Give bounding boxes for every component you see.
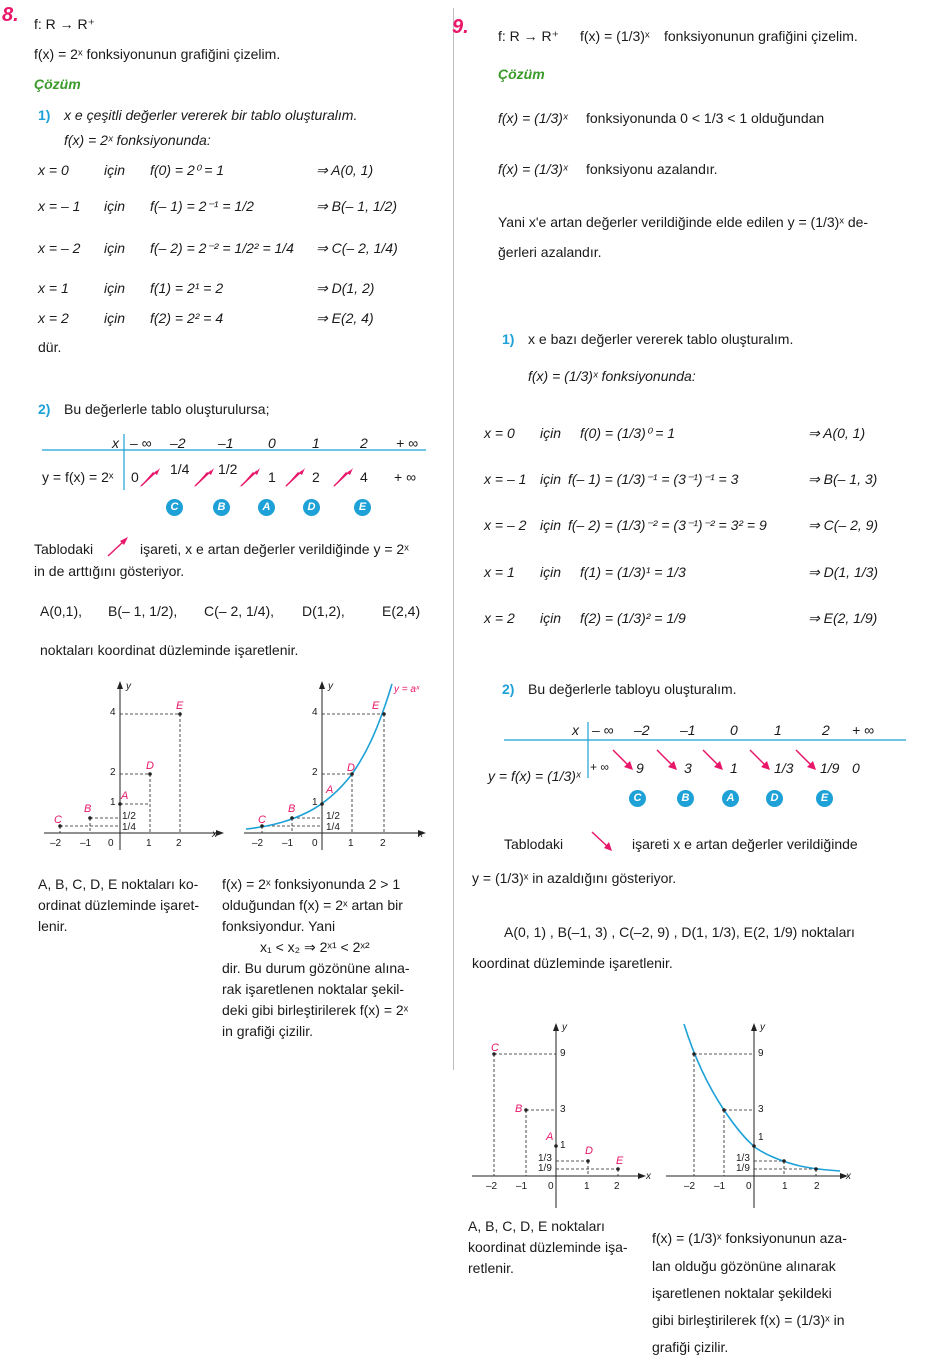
point-badge: A bbox=[258, 499, 275, 516]
step-1-number: 1) bbox=[38, 107, 51, 123]
table-y-value: 9 bbox=[636, 760, 644, 776]
point-label: C bbox=[54, 814, 62, 826]
row-point: ⇒ C(– 2, 1/4) bbox=[316, 240, 398, 256]
function-definition: f: R → R⁺ bbox=[498, 28, 560, 44]
function-definition: f: R → R⁺ bbox=[34, 16, 96, 32]
graph-tick-y: 1/3 bbox=[736, 1153, 750, 1164]
table-x-value: –1 bbox=[680, 722, 696, 738]
table-x-value: 2 bbox=[822, 722, 830, 738]
graph-tick-x: 0 bbox=[312, 838, 318, 849]
row-x: x = – 1 bbox=[38, 198, 81, 214]
point-label: B bbox=[515, 1103, 523, 1115]
graph-tick-y: 3 bbox=[758, 1104, 764, 1115]
graph-x-label: x bbox=[646, 1171, 651, 1182]
caption-line: f(x) = (1/3)ˣ fonksiyonunun aza- bbox=[652, 1230, 847, 1246]
point-badge: E bbox=[816, 790, 833, 807]
problem-intro: fonksiyonunun grafiğini çizelim. bbox=[664, 28, 858, 44]
row-f: f(2) = 2² = 4 bbox=[150, 310, 224, 326]
note-text: in de arttığını gösteriyor. bbox=[34, 563, 185, 579]
graph-tick-y: 1/2 bbox=[122, 811, 136, 822]
graph-tick-x: –1 bbox=[714, 1181, 726, 1192]
step-2-text: Bu değerlerle tabloyu oluşturalım. bbox=[528, 681, 737, 697]
point-label: D bbox=[347, 762, 355, 774]
row-x: x = – 1 bbox=[484, 471, 527, 487]
row-f: f(0) = (1/3)⁰ = 1 bbox=[580, 425, 676, 441]
row-f: f(1) = (1/3)¹ = 1/3 bbox=[580, 564, 686, 580]
table-y-value: 1/3 bbox=[774, 760, 794, 776]
graph-tick-x: –1 bbox=[282, 838, 294, 849]
caption-line: işaretlenen noktalar şekildeki bbox=[652, 1285, 832, 1301]
row-x: x = 1 bbox=[38, 280, 69, 296]
problem-number: 8. bbox=[2, 4, 19, 26]
row-point: ⇒ B(– 1, 1/2) bbox=[316, 198, 397, 214]
graph-tick-x: 1 bbox=[584, 1181, 590, 1192]
point-label: A bbox=[546, 1131, 554, 1143]
table-y-label: y = f(x) = 2ˣ bbox=[42, 469, 114, 485]
step-1-function: f(x) = (1/3)ˣ fonksiyonunda: bbox=[528, 368, 696, 384]
row-f: f(– 1) = (1/3)⁻¹ = (3⁻¹)⁻¹ = 3 bbox=[568, 471, 739, 487]
graph-y-label: y bbox=[562, 1022, 567, 1033]
function-expr: f(x) = (1/3)ˣ bbox=[498, 161, 568, 177]
step-2-number: 2) bbox=[502, 681, 515, 697]
graph-tick-y: 4 bbox=[110, 707, 116, 718]
graph-tick-y: 9 bbox=[560, 1048, 566, 1059]
point-list-item: E(2,4) bbox=[382, 603, 421, 619]
step-1-function: f(x) = 2ˣ fonksiyonunda: bbox=[64, 132, 211, 148]
graph-x-label: x bbox=[418, 829, 423, 840]
graph-tick-y: 2 bbox=[312, 767, 318, 778]
point-label: A bbox=[326, 784, 334, 796]
point-list-item: C(– 2, 1/4), bbox=[204, 603, 275, 619]
row-icin: için bbox=[540, 425, 562, 441]
table-x-value: 0 bbox=[730, 722, 738, 738]
point-label: C bbox=[258, 814, 266, 826]
point-list-item: D(1,2), bbox=[302, 603, 345, 619]
row-point: ⇒ E(2, 4) bbox=[316, 310, 374, 326]
graph-tick-y: 1/9 bbox=[538, 1163, 552, 1174]
point-badge: A bbox=[722, 790, 739, 807]
note-text: Tablodaki bbox=[504, 836, 564, 852]
row-icin: için bbox=[540, 517, 562, 533]
table-y-value: 0 bbox=[131, 469, 139, 485]
table-x-value: 2 bbox=[360, 435, 368, 451]
graph-tick-x: –2 bbox=[684, 1181, 696, 1192]
table-y-value: 0 bbox=[852, 760, 860, 776]
caption-line: fonksiyondur. Yani bbox=[222, 918, 336, 934]
point-label: E bbox=[616, 1155, 624, 1167]
table-y-value: 1/9 bbox=[820, 760, 840, 776]
point-badge: B bbox=[677, 790, 694, 807]
problem-intro: f(x) = 2ˣ fonksiyonunun grafiğini çizelim. bbox=[34, 46, 281, 62]
table-y-label: y = f(x) = (1/3)ˣ bbox=[488, 768, 581, 784]
function-expr: f(x) = (1/3)ˣ bbox=[498, 110, 568, 126]
explanation-line: Yani x'e artan değerler verildiğinde elde edilen y = (1/3)ˣ de- bbox=[498, 214, 869, 230]
point-list-item: B(– 1, 1/2), bbox=[108, 603, 178, 619]
decreasing-arrow-icon bbox=[590, 830, 614, 852]
table-y-value: 2 bbox=[312, 469, 320, 485]
graph-x-label: x bbox=[212, 829, 217, 840]
row-point: ⇒ D(1, 2) bbox=[316, 280, 375, 296]
graph-tick-y: 2 bbox=[110, 767, 116, 778]
graph-tick-x: 2 bbox=[176, 838, 182, 849]
row-f: f(– 2) = 2⁻² = 1/2² = 1/4 bbox=[150, 240, 294, 256]
solution-heading: Çözüm bbox=[34, 76, 81, 92]
problem-number: 9. bbox=[452, 16, 469, 38]
graph-tick-y: 1 bbox=[110, 797, 116, 808]
graph-tick-x: 2 bbox=[814, 1181, 820, 1192]
note-text: işareti, x e artan değerler verildiğinde y = 2ˣ bbox=[140, 541, 409, 557]
graph-tick-x: –2 bbox=[252, 838, 264, 849]
point-list: A(0, 1) , B(–1, 3) , C(–2, 9) , D(1, 1/3), E(2, 1/9) noktaları bbox=[504, 924, 855, 940]
row-point: ⇒ D(1, 1/3) bbox=[808, 564, 879, 580]
graph-tick-y: 4 bbox=[312, 707, 318, 718]
graph-tick-y: 1/4 bbox=[326, 822, 340, 833]
row-x: x = 2 bbox=[38, 310, 69, 326]
row-icin: için bbox=[540, 564, 562, 580]
table-x-value: – ∞ bbox=[130, 435, 152, 451]
row-icin: için bbox=[540, 610, 562, 626]
decreasing-reason: fonksiyonunda 0 < 1/3 < 1 olduğundan bbox=[586, 110, 825, 126]
table-x-label: x bbox=[572, 722, 579, 738]
graph-tick-y: 1/3 bbox=[538, 1153, 552, 1164]
table-y-value: 4 bbox=[360, 469, 368, 485]
decreasing-text: fonksiyonu azalandır. bbox=[586, 161, 718, 177]
caption-line: koordinat düzleminde işa- bbox=[468, 1239, 628, 1255]
point-label: B bbox=[288, 803, 296, 815]
caption-line: A, B, C, D, E noktaları ko- bbox=[38, 876, 199, 892]
caption-line: ordinat düzleminde işaret- bbox=[38, 897, 200, 913]
graph-tick-x: 1 bbox=[348, 838, 354, 849]
table-x-value: + ∞ bbox=[852, 722, 875, 738]
table-x-label: x bbox=[112, 435, 119, 451]
row-point: ⇒ A(0, 1) bbox=[316, 162, 374, 178]
points-tail: koordinat düzleminde işaretlenir. bbox=[472, 955, 673, 971]
caption-line: retlenir. bbox=[468, 1260, 514, 1276]
graph-y-label: y bbox=[760, 1022, 765, 1033]
graph-tick-x: –1 bbox=[516, 1181, 528, 1192]
graph-tick-x: 0 bbox=[108, 838, 114, 849]
graph-tick-y: 9 bbox=[758, 1048, 764, 1059]
table-y-value: 1 bbox=[268, 469, 276, 485]
graph-tick-x: 0 bbox=[746, 1181, 752, 1192]
step-1-text: x e çeşitli değerler vererek bir tablo oluşturalım. bbox=[64, 107, 358, 123]
table-y-value: 3 bbox=[684, 760, 692, 776]
note-text: y = (1/3)ˣ in azaldığını gösteriyor. bbox=[472, 870, 677, 886]
caption-line: olduğundan f(x) = 2ˣ artan bir bbox=[222, 897, 403, 913]
graph-tick-x: –1 bbox=[80, 838, 92, 849]
row-point: ⇒ C(– 2, 9) bbox=[808, 517, 879, 533]
step-2-number: 2) bbox=[38, 401, 51, 417]
graph-x-label: x bbox=[846, 1171, 851, 1182]
graph-tick-x: –2 bbox=[50, 838, 62, 849]
table-y-value: + ∞ bbox=[590, 760, 609, 774]
row-x: x = – 2 bbox=[38, 240, 81, 256]
point-label: C bbox=[491, 1042, 499, 1054]
table-y-value: 1/2 bbox=[218, 461, 238, 477]
table-y-value: + ∞ bbox=[394, 469, 417, 485]
points-tail: noktaları koordinat düzleminde işaretlenir. bbox=[40, 642, 299, 658]
table-x-value: –2 bbox=[170, 435, 186, 451]
row-x: x = 1 bbox=[484, 564, 515, 580]
problem-function: f(x) = (1/3)ˣ bbox=[580, 28, 650, 44]
graph-tick-y: 1/4 bbox=[122, 822, 136, 833]
row-f: f(– 1) = 2⁻¹ = 1/2 bbox=[150, 198, 254, 214]
caption-line: gibi birleştirilerek f(x) = (1/3)ˣ in bbox=[652, 1312, 845, 1328]
table-x-value: + ∞ bbox=[396, 435, 419, 451]
variation-table bbox=[500, 716, 910, 812]
row-point: ⇒ E(2, 1/9) bbox=[808, 610, 878, 626]
graph-y-label: y bbox=[328, 681, 333, 692]
point-badge: C bbox=[629, 790, 646, 807]
graph-tick-x: 2 bbox=[380, 838, 386, 849]
row-f: f(1) = 2¹ = 2 bbox=[150, 280, 224, 296]
graph-tick-y: 3 bbox=[560, 1104, 566, 1115]
row-x: x = – 2 bbox=[484, 517, 527, 533]
curve-label: y = aˣ bbox=[394, 684, 420, 695]
graph-tick-y: 1/2 bbox=[326, 811, 340, 822]
point-badge: D bbox=[303, 499, 320, 516]
caption-line: lenir. bbox=[38, 918, 68, 934]
column-divider bbox=[453, 8, 454, 1070]
caption-line: x₁ < x₂ ⇒ 2ˣ¹ < 2ˣ² bbox=[260, 939, 370, 955]
table-y-value: 1 bbox=[730, 760, 738, 776]
explanation-line: ğerleri azalandır. bbox=[498, 244, 602, 260]
graph-tick-x: 1 bbox=[782, 1181, 788, 1192]
point-label: B bbox=[84, 803, 92, 815]
row-icin: için bbox=[540, 471, 562, 487]
caption-line: in grafiği çizilir. bbox=[222, 1023, 314, 1039]
table-x-value: –1 bbox=[218, 435, 234, 451]
table-x-value: 1 bbox=[312, 435, 320, 451]
caption-line: deki gibi birleştirilerek f(x) = 2ˣ bbox=[222, 1002, 409, 1018]
graph-tick-x: 1 bbox=[146, 838, 152, 849]
point-label: D bbox=[146, 760, 154, 772]
point-badge: C bbox=[166, 499, 183, 516]
graph-tick-y: 1 bbox=[560, 1140, 566, 1151]
caption-line: grafiği çizilir. bbox=[652, 1339, 729, 1355]
row-icin: için bbox=[104, 162, 126, 178]
caption-line: lan olduğu gözönüne alınarak bbox=[652, 1258, 836, 1274]
row-icin: için bbox=[104, 310, 126, 326]
row-x: x = 0 bbox=[484, 425, 515, 441]
step-1-text: x e bazı değerler vererek tablo oluşturalım. bbox=[528, 331, 794, 347]
row-point: ⇒ B(– 1, 3) bbox=[808, 471, 878, 487]
table-x-value: – ∞ bbox=[592, 722, 614, 738]
row-icin: için bbox=[104, 198, 126, 214]
note-text: işareti x e artan değerler verildiğinde bbox=[632, 836, 858, 852]
graph-tick-x: –2 bbox=[486, 1181, 498, 1192]
point-badge: D bbox=[766, 790, 783, 807]
caption-line: rak işaretlenen noktalar şekil- bbox=[222, 981, 405, 997]
row-icin: için bbox=[104, 280, 126, 296]
row-x: x = 2 bbox=[484, 610, 515, 626]
row-x: x = 0 bbox=[38, 162, 69, 178]
point-badge: B bbox=[213, 499, 230, 516]
step-2-text: Bu değerlerle tablo oluşturulursa; bbox=[64, 401, 270, 417]
step-1-number: 1) bbox=[502, 331, 515, 347]
point-label: D bbox=[585, 1145, 593, 1157]
graph-y-label: y bbox=[126, 681, 131, 692]
row-point: ⇒ A(0, 1) bbox=[808, 425, 866, 441]
point-label: A bbox=[121, 790, 129, 802]
point-label: E bbox=[176, 700, 184, 712]
row-f: f(0) = 2⁰ = 1 bbox=[150, 162, 225, 178]
row-f: f(– 2) = (1/3)⁻² = (3⁻¹)⁻² = 3² = 9 bbox=[568, 517, 767, 533]
graph-tick-y: 1 bbox=[758, 1132, 764, 1143]
point-label: E bbox=[372, 700, 380, 712]
table-y-value: 1/4 bbox=[170, 461, 190, 477]
note-text: Tablodaki bbox=[34, 541, 94, 557]
point-list-item: A(0,1), bbox=[40, 603, 83, 619]
graph-tick-x: 2 bbox=[614, 1181, 620, 1192]
dur-text: dür. bbox=[38, 339, 62, 355]
table-x-value: 1 bbox=[774, 722, 782, 738]
increasing-arrow-icon bbox=[106, 536, 130, 558]
row-f: f(2) = (1/3)² = 1/9 bbox=[580, 610, 686, 626]
solution-heading: Çözüm bbox=[498, 66, 545, 82]
graph-tick-y: 1 bbox=[312, 797, 318, 808]
graph-tick-y: 1/9 bbox=[736, 1163, 750, 1174]
table-x-value: 0 bbox=[268, 435, 276, 451]
point-badge: E bbox=[354, 499, 371, 516]
caption-line: f(x) = 2ˣ fonksiyonunda 2 > 1 bbox=[222, 876, 401, 892]
caption-line: dir. Bu durum gözönüne alına- bbox=[222, 960, 410, 976]
graph-tick-x: 0 bbox=[548, 1181, 554, 1192]
table-x-value: –2 bbox=[634, 722, 650, 738]
caption-line: A, B, C, D, E noktaları bbox=[468, 1218, 605, 1234]
row-icin: için bbox=[104, 240, 126, 256]
